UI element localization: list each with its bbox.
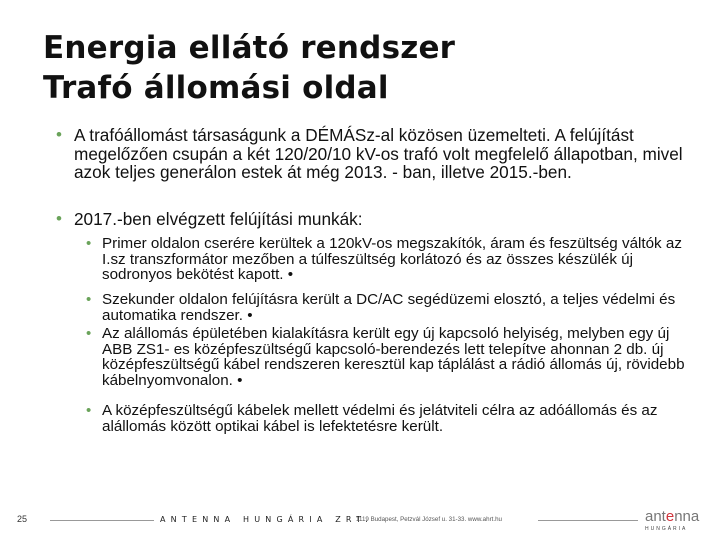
subbullet-text: Szekunder oldalon felújításra került a DC/AC segédüzemi elosztó, a teljes védelmi és automatika rendszer. • — [102, 291, 676, 324]
bullet-icon: • — [56, 209, 62, 228]
footer-divider-left — [50, 520, 154, 521]
bullet-text: 2017.-ben elvégzett felújítási munkák: — [74, 209, 363, 229]
bullet-item — [56, 125, 704, 183]
bullet-icon: • — [86, 235, 92, 252]
logo-subtitle: HUNGÁRIA — [645, 526, 688, 532]
bullet-icon: • — [86, 291, 92, 308]
subbullet-text: A középfeszültségű kábelek mellett védelmi és jelátviteli célra az adóállomás és az alállomás között optikai kábel is lefektetésre került. — [102, 402, 658, 435]
subbullet-text: Primer oldalon cserére kerültek a 120kV-os megszakítók, áram és feszültség váltók az I.sz transzformátor mezőben a túlfeszültség korlátozó és az összes készülék új sodronyos bekötést kapott. • — [102, 235, 682, 283]
subbullet-item — [86, 291, 692, 324]
logo-wordmark: antenna — [645, 508, 700, 525]
bullet-text: A trafóállomást társaságunk a DÉMÁSz-al közösen üzemelteti. A felújítást megelőzően csupán a két 120/20/10 kV-os trafó volt megfelelő állapotban, mivel azok teljes generálon estek át még 2013. - ban, illetve 2015.-ben. — [74, 125, 683, 183]
page-number: 25 — [17, 514, 28, 524]
footer-divider-right — [538, 520, 638, 521]
subbullet-item — [86, 402, 692, 435]
bullet-icon: • — [86, 325, 92, 342]
company-logo — [645, 509, 715, 537]
title-line-2: Trafó állomási oldal — [43, 70, 389, 106]
title-line-1: Energia ellátó rendszer — [43, 30, 456, 66]
bullet-icon: • — [56, 125, 62, 144]
bullet-item — [56, 209, 704, 229]
footer-address: 1119 Budapest, Petzvál József u. 31-33. www.ahrt.hu — [356, 516, 502, 523]
footer-brand: ANTENNA HUNGÁRIA ZRT. — [160, 515, 373, 524]
subbullet-item — [86, 325, 692, 389]
subbullet-text: Az alállomás épületében kialakításra került egy új kapcsoló helyiség, melyben egy új ABB ZS1- es középfeszültségű kapcsoló-berendezés lett telepítve ahonnan 2 db. új középfeszültségű kábel rendszeren keresztül kap táplálást a rádió állomás új, rövidebb kábelnyomvonalon. • — [102, 325, 685, 389]
subbullet-item — [86, 235, 692, 283]
bullet-icon: • — [86, 402, 92, 419]
